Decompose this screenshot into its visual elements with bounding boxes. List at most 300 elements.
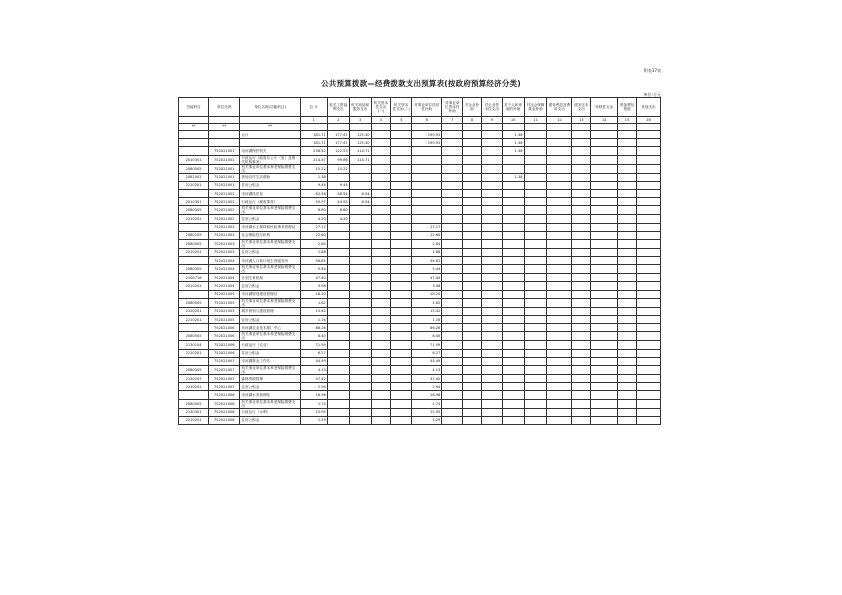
amount-cell [371, 290, 391, 298]
column-index-cell [179, 117, 209, 124]
column-header: 机关资本性支出(二) [391, 98, 412, 117]
amount-cell: 8.40 [412, 332, 442, 341]
marker-cell [524, 124, 547, 131]
column-index-cell: 1 [300, 117, 327, 124]
amount-cell [547, 298, 572, 307]
amount-cell [547, 189, 572, 197]
amount-cell [481, 357, 502, 365]
amount-cell: 9.44 [300, 181, 327, 189]
column-index-cell: 16 [636, 117, 660, 124]
amount-cell [463, 215, 482, 223]
amount-cell: 47.40 [412, 274, 442, 282]
amount-cell [391, 147, 412, 155]
amount-cell [636, 282, 660, 290]
amount-cell: 1.62 [412, 298, 442, 307]
amount-cell [327, 316, 349, 324]
function-code-cell: 2080505 [179, 399, 209, 408]
amount-cell [572, 298, 591, 307]
amount-cell [547, 198, 572, 206]
amount-cell [572, 248, 591, 256]
function-code-cell: 2210201 [179, 416, 209, 424]
amount-cell [524, 189, 547, 197]
amount-cell: 214.57 [300, 155, 327, 164]
column-index-cell: 7 [442, 117, 463, 124]
amount-cell: 1.74 [300, 399, 327, 408]
unit-code-cell: 752021001 [209, 164, 240, 173]
amount-cell [481, 416, 502, 424]
amount-cell [636, 274, 660, 282]
amount-cell [463, 365, 482, 374]
amount-cell [618, 307, 637, 315]
amount-cell [524, 341, 547, 349]
unit-name-cell: 行政运行（水利） [240, 408, 300, 416]
function-code-cell: 2210201 [179, 181, 209, 189]
amount-cell [391, 215, 412, 223]
column-header: 债务利息及费用支出 [547, 98, 572, 117]
amount-cell [636, 399, 660, 408]
unit-name-cell: 机关事业单位基本养老保险缴费支出 [240, 206, 300, 215]
amount-cell [481, 324, 502, 332]
column-header: 总 计 [300, 98, 327, 117]
amount-cell [572, 365, 591, 374]
column-header: 单位名称(功能科目) [240, 98, 300, 117]
amount-cell: 2.64 [300, 239, 327, 248]
unit-name-cell [240, 139, 300, 147]
amount-cell: 6.80 [327, 206, 349, 215]
column-index-cell: 11 [524, 117, 547, 124]
amount-cell [349, 239, 371, 248]
amount-cell [572, 189, 591, 197]
column-index-cell [209, 117, 240, 124]
amount-cell [502, 416, 524, 424]
amount-cell [349, 257, 371, 265]
amount-cell [442, 332, 463, 341]
amount-cell [371, 324, 391, 332]
amount-cell [636, 164, 660, 173]
function-code-cell: 2130104 [179, 341, 209, 349]
amount-cell [463, 139, 482, 147]
function-code-cell: 2010301 [179, 198, 209, 206]
function-code-cell: 2130207 [179, 374, 209, 382]
amount-cell [391, 383, 412, 391]
amount-cell [463, 155, 482, 164]
amount-cell [636, 173, 660, 181]
unit-name-cell: 计划生育机构 [240, 274, 300, 282]
amount-cell: 99.86 [327, 155, 349, 164]
table-row [179, 239, 661, 248]
amount-cell [349, 332, 371, 341]
amount-cell [636, 231, 660, 239]
amount-cell [327, 374, 349, 382]
unit-name-cell: 市河湖执法局 [240, 189, 300, 197]
marker-cell [371, 124, 391, 131]
table-row [179, 173, 661, 181]
amount-cell [463, 357, 482, 365]
amount-cell [327, 399, 349, 408]
amount-cell [463, 290, 482, 298]
amount-cell [547, 282, 572, 290]
marker-cell [636, 124, 660, 131]
unit-name-cell: 住房公积金 [240, 282, 300, 290]
amount-cell [442, 324, 463, 332]
amount-cell [547, 374, 572, 382]
unit-code-cell: 752021005 [209, 316, 240, 324]
amount-cell [636, 215, 660, 223]
table-row [179, 139, 661, 147]
amount-cell [463, 257, 482, 265]
amount-cell: 8.40 [300, 332, 327, 341]
amount-cell: 236.42 [300, 147, 327, 155]
amount-cell [391, 399, 412, 408]
amount-cell [481, 274, 502, 282]
amount-cell [371, 147, 391, 155]
amount-cell [442, 307, 463, 315]
amount-cell: 37.42 [412, 374, 442, 382]
amount-cell [636, 298, 660, 307]
unit-label: 单位:万元 [643, 92, 661, 97]
amount-cell [502, 399, 524, 408]
amount-cell [481, 139, 502, 147]
amount-cell [636, 416, 660, 424]
amount-cell [371, 316, 391, 324]
unit-name-cell: 住房公积金 [240, 316, 300, 324]
amount-cell [572, 206, 591, 215]
amount-cell [463, 391, 482, 399]
unit-name-cell: 市河湖林业工作站 [240, 357, 300, 365]
amount-cell [463, 349, 482, 357]
amount-cell [442, 248, 463, 256]
amount-cell [618, 215, 637, 223]
table-row [179, 131, 661, 139]
amount-cell [442, 164, 463, 173]
column-header: 对个人和家庭的补助 [502, 98, 524, 117]
amount-cell [502, 341, 524, 349]
amount-cell [502, 198, 524, 206]
table-row [179, 164, 661, 173]
amount-cell [371, 298, 391, 307]
amount-cell [547, 173, 572, 181]
amount-cell [618, 282, 637, 290]
amount-cell [463, 189, 482, 197]
amount-cell [412, 155, 442, 164]
amount-cell [618, 365, 637, 374]
function-code-cell: 2080505 [179, 265, 209, 274]
amount-cell: 18.20 [412, 290, 442, 298]
amount-cell [349, 282, 371, 290]
unit-name-cell: 机关事业单位基本养老保险缴费支出 [240, 164, 300, 173]
amount-cell [442, 316, 463, 324]
amount-cell [618, 257, 637, 265]
amount-cell [349, 164, 371, 173]
amount-cell [502, 189, 524, 197]
table-row [179, 391, 661, 399]
table-row [179, 231, 661, 239]
amount-cell [391, 316, 412, 324]
amount-cell: 125.30 [349, 131, 371, 139]
amount-cell [463, 399, 482, 408]
amount-cell [391, 341, 412, 349]
unit-name-cell: 住房公积金 [240, 416, 300, 424]
amount-cell: 71.59 [412, 341, 442, 349]
amount-cell: 18.98 [412, 391, 442, 399]
amount-cell [463, 198, 482, 206]
unit-name-cell: 机关事业单位基本养老保险缴费支出 [240, 298, 300, 307]
amount-cell [547, 248, 572, 256]
amount-cell [572, 215, 591, 223]
amount-cell: 5.44 [300, 265, 327, 274]
amount-cell [349, 324, 371, 332]
amount-cell: 56.81 [300, 257, 327, 265]
amount-cell [524, 383, 547, 391]
amount-cell [618, 265, 637, 274]
unit-name-cell: 行政运行（税收事务） [240, 198, 300, 206]
amount-cell: 37.42 [300, 374, 327, 382]
unit-code-cell: 752021006 [209, 324, 240, 332]
table-row [179, 215, 661, 223]
unit-code-cell: 752021001 [209, 155, 240, 164]
marker-cell [547, 124, 572, 131]
amount-cell [524, 239, 547, 248]
amount-cell [524, 248, 547, 256]
amount-cell [572, 274, 591, 282]
amount-cell [463, 324, 482, 332]
amount-cell [636, 307, 660, 315]
amount-cell [349, 248, 371, 256]
amount-cell: 4.13 [412, 365, 442, 374]
amount-cell [547, 206, 572, 215]
amount-cell [327, 324, 349, 332]
amount-cell [371, 274, 391, 282]
unit-code-cell: 752021004 [209, 274, 240, 282]
amount-cell [442, 181, 463, 189]
amount-cell [572, 399, 591, 408]
table-row [179, 365, 661, 374]
unit-code-cell: 752021004 [209, 265, 240, 274]
amount-cell [524, 399, 547, 408]
amount-cell [349, 357, 371, 365]
amount-cell: 18.20 [300, 290, 327, 298]
unit-name-cell: 住房公积金 [240, 349, 300, 357]
table-row [179, 257, 661, 265]
amount-cell [636, 408, 660, 416]
table-row [179, 155, 661, 164]
amount-cell [591, 307, 618, 315]
amount-cell [391, 290, 412, 298]
amount-cell [371, 408, 391, 416]
amount-cell [463, 416, 482, 424]
amount-cell [618, 164, 637, 173]
function-code-cell: 2010301 [179, 155, 209, 164]
amount-cell [636, 290, 660, 298]
column-index-cell: 9 [481, 117, 502, 124]
amount-cell [636, 248, 660, 256]
function-code-cell: 2080505 [179, 332, 209, 341]
amount-cell [481, 181, 502, 189]
amount-cell [463, 374, 482, 382]
amount-cell [349, 290, 371, 298]
amount-cell [371, 239, 391, 248]
amount-cell [524, 257, 547, 265]
unit-code-cell: 752021006 [209, 332, 240, 341]
amount-cell [572, 408, 591, 416]
amount-cell [524, 365, 547, 374]
amount-cell [349, 206, 371, 215]
amount-cell [524, 282, 547, 290]
amount-cell: 2.94 [300, 383, 327, 391]
amount-cell [636, 349, 660, 357]
amount-cell [327, 223, 349, 231]
unit-code-cell: 752021005 [209, 307, 240, 315]
amount-cell [591, 131, 618, 139]
amount-cell [442, 189, 463, 197]
amount-cell [349, 341, 371, 349]
amount-cell [572, 181, 591, 189]
unit-name-cell: 机关事业单位基本养老保险缴费支出 [240, 365, 300, 374]
amount-cell [481, 341, 502, 349]
amount-cell [481, 408, 502, 416]
amount-cell [524, 147, 547, 155]
amount-cell [463, 282, 482, 290]
amount-cell [524, 131, 547, 139]
marker-cell: ** [179, 124, 209, 131]
amount-cell [327, 231, 349, 239]
amount-cell [547, 408, 572, 416]
amount-cell [481, 365, 502, 374]
table-row [179, 274, 661, 282]
unit-name-cell: 住房公积金 [240, 383, 300, 391]
amount-cell [391, 282, 412, 290]
amount-cell [442, 391, 463, 399]
amount-cell: 1.88 [300, 248, 327, 256]
marker-cell [412, 124, 442, 131]
amount-cell [442, 173, 463, 181]
amount-cell: 1.29 [412, 416, 442, 424]
unit-code-cell: 752021001 [209, 147, 240, 155]
amount-cell: 2.94 [412, 383, 442, 391]
unit-name-cell: 森林资源管理 [240, 374, 300, 382]
amount-cell [371, 399, 391, 408]
amount-cell [524, 374, 547, 382]
unit-code-cell [209, 131, 240, 139]
amount-cell [463, 206, 482, 215]
amount-cell [481, 189, 502, 197]
column-header: 对事业单位资本性补助 [442, 98, 463, 117]
amount-cell [481, 173, 502, 181]
amount-cell [391, 189, 412, 197]
amount-cell: 114.71 [349, 155, 371, 164]
amount-cell [502, 248, 524, 256]
amount-cell [547, 365, 572, 374]
amount-cell [591, 416, 618, 424]
amount-cell [371, 131, 391, 139]
amount-cell [442, 223, 463, 231]
unit-code-cell: 752021003 [209, 248, 240, 256]
amount-cell [481, 383, 502, 391]
marker-cell [572, 124, 591, 131]
amount-cell [371, 341, 391, 349]
amount-cell [371, 198, 391, 206]
amount-cell: 86.26 [300, 324, 327, 332]
amount-cell [327, 408, 349, 416]
table-row [179, 181, 661, 189]
unit-code-cell: 752021001 [209, 181, 240, 189]
amount-cell [572, 316, 591, 324]
amount-cell [591, 265, 618, 274]
amount-cell [547, 265, 572, 274]
amount-cell: 381.71 [300, 131, 327, 139]
unit-code-cell: 752021002 [209, 215, 240, 223]
amount-cell: 47.40 [300, 274, 327, 282]
amount-cell [391, 416, 412, 424]
column-header: 转移性支出 [591, 98, 618, 117]
marker-cell [391, 124, 412, 131]
amount-cell [502, 307, 524, 315]
amount-cell [618, 223, 637, 231]
amount-cell [481, 147, 502, 155]
amount-cell [636, 316, 660, 324]
amount-cell [349, 298, 371, 307]
amount-cell: 299.91 [412, 131, 442, 139]
amount-cell [412, 164, 442, 173]
amount-cell [547, 307, 572, 315]
amount-cell: 1.38 [300, 173, 327, 181]
table-row [179, 248, 661, 256]
unit-code-cell: 752021002 [209, 206, 240, 215]
amount-cell: 122.53 [327, 147, 349, 155]
amount-cell: 6.04 [349, 198, 371, 206]
function-code-cell [179, 391, 209, 399]
amount-cell [371, 164, 391, 173]
amount-cell [524, 298, 547, 307]
column-index-cell: 15 [618, 117, 637, 124]
amount-cell [442, 416, 463, 424]
amount-cell [572, 231, 591, 239]
amount-cell [636, 189, 660, 197]
amount-cell [391, 324, 412, 332]
amount-cell [442, 349, 463, 357]
unit-name-cell: 社会保险经办机构 [240, 231, 300, 239]
amount-cell [463, 265, 482, 274]
amount-cell [547, 223, 572, 231]
amount-cell [547, 399, 572, 408]
amount-cell [618, 239, 637, 248]
column-index-cell: 2 [327, 117, 349, 124]
amount-cell [349, 316, 371, 324]
table-row [179, 290, 661, 298]
amount-cell [502, 383, 524, 391]
amount-cell [618, 155, 637, 164]
amount-cell [636, 181, 660, 189]
amount-cell [481, 155, 502, 164]
amount-cell [481, 282, 502, 290]
amount-cell [618, 324, 637, 332]
amount-cell [572, 257, 591, 265]
column-index-cell: 3 [349, 117, 371, 124]
amount-cell [636, 155, 660, 164]
unit-code-cell: 752021008 [209, 399, 240, 408]
amount-cell [391, 298, 412, 307]
amount-cell [636, 265, 660, 274]
amount-cell [572, 332, 591, 341]
amount-cell [463, 332, 482, 341]
amount-cell [591, 298, 618, 307]
column-index-cell: 10 [502, 117, 524, 124]
amount-cell [481, 239, 502, 248]
amount-cell [371, 357, 391, 365]
amount-cell [349, 399, 371, 408]
function-code-cell [179, 324, 209, 332]
amount-cell [618, 147, 637, 155]
